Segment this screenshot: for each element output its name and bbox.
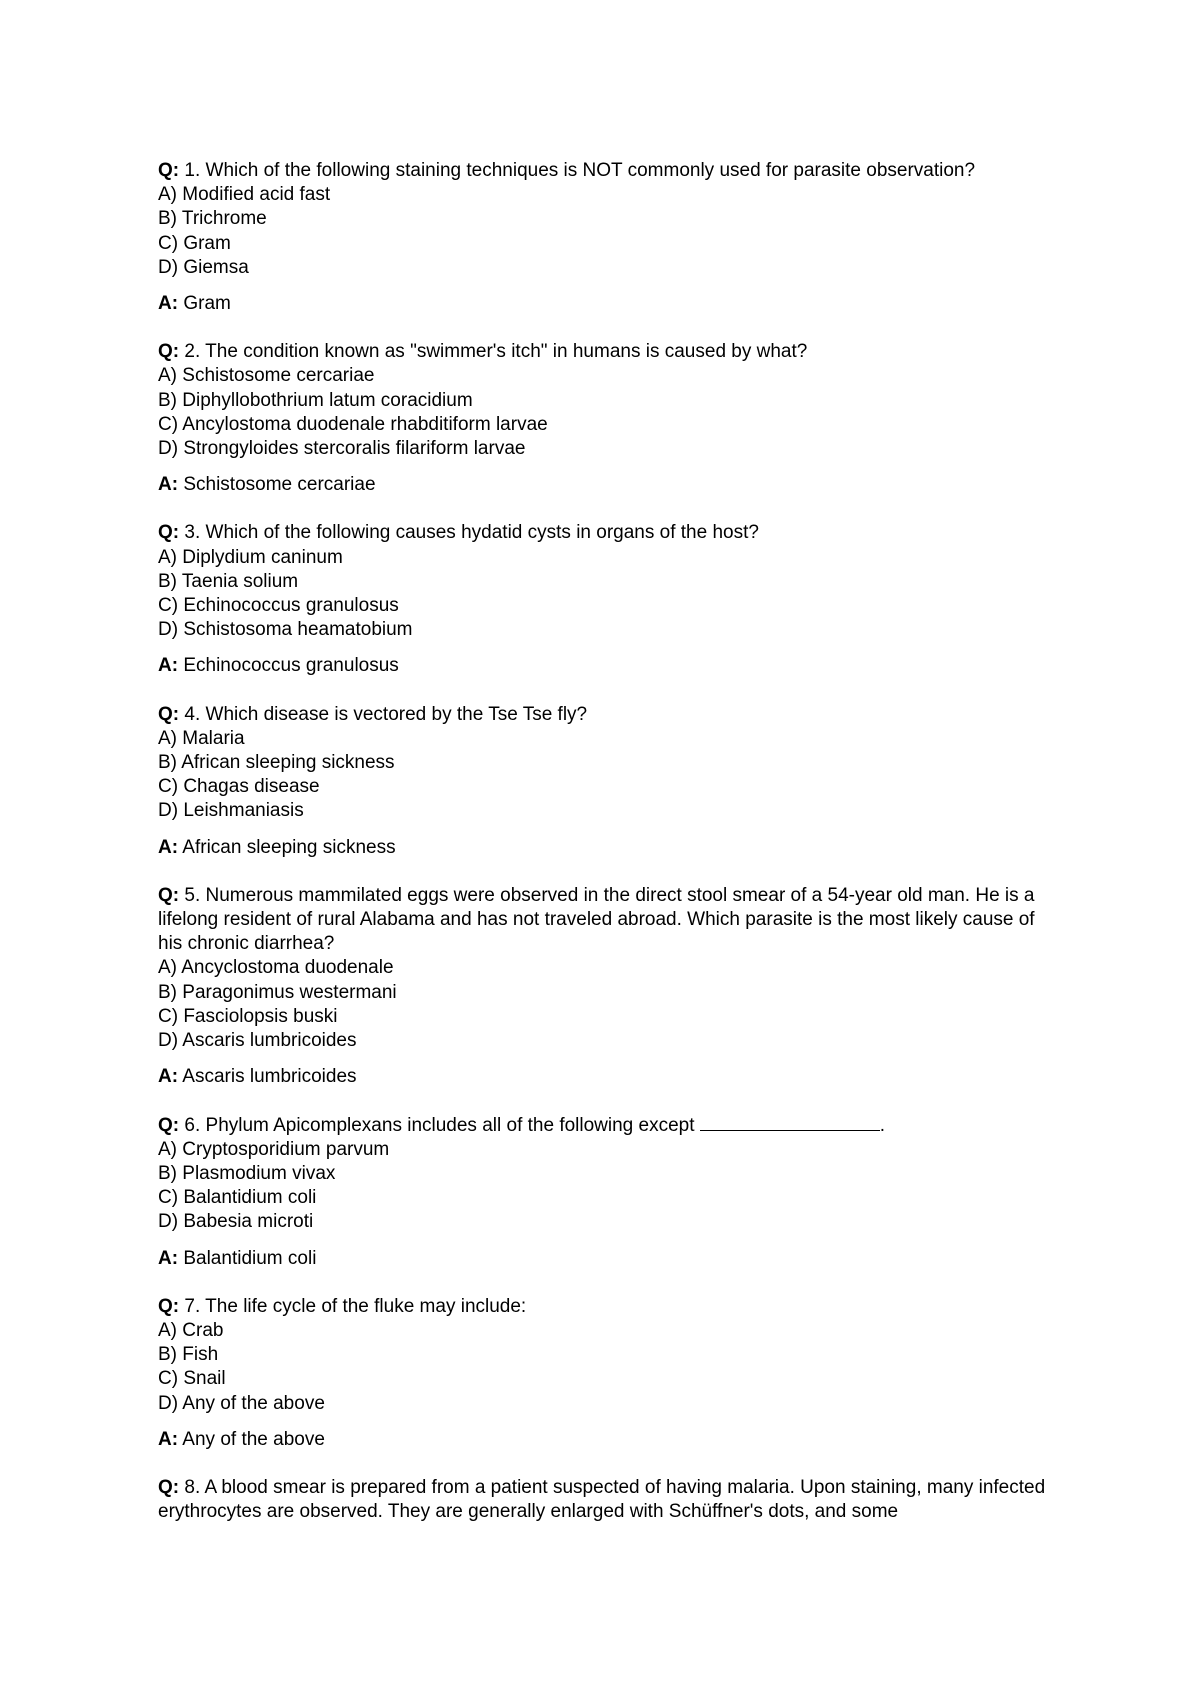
- question-text: 5. Numerous mammilated eggs were observed in the direct stool smear of a 54-year old man. He is a lifelong resident of rural Alabama and has not traveled abroad. Which parasite is the most likely cause of his chronic diarrhea?: [158, 884, 1035, 955]
- answer-label: A:: [158, 1247, 179, 1269]
- question-label: Q:: [158, 341, 180, 363]
- answer-text: Any of the above: [182, 1428, 325, 1450]
- option-b: B) Fish: [158, 1344, 219, 1366]
- question-line: [158, 340, 1048, 364]
- option-c: C) Balantidium coli: [158, 1187, 317, 1209]
- question-text-suffix: .: [879, 1114, 886, 1136]
- option-d: D) Babesia microti: [158, 1211, 314, 1233]
- fill-in-blank: [700, 1114, 880, 1131]
- document-page: [158, 159, 1048, 1548]
- option-c: C) Ancylostoma duodenale rhabditiform larvae: [158, 413, 548, 435]
- question-block-3: [158, 521, 1048, 678]
- answer-line: [158, 473, 1048, 497]
- answer-label: A:: [158, 474, 179, 496]
- question-block-6: [158, 1114, 1048, 1271]
- answer-label: A:: [158, 1428, 179, 1450]
- question-label: Q:: [158, 522, 180, 544]
- answer-text: African sleeping sickness: [182, 836, 396, 858]
- option-d: D) Leishmaniasis: [158, 800, 304, 822]
- question-block-2: [158, 340, 1048, 497]
- question-line: [158, 159, 1048, 183]
- option-a: A) Diplydium caninum: [158, 546, 343, 568]
- answer-line: [158, 1428, 1048, 1452]
- answer-line: [158, 654, 1048, 678]
- answer-label: A:: [158, 1066, 179, 1088]
- question-label: Q:: [158, 1476, 180, 1498]
- option-b: B) Trichrome: [158, 208, 267, 230]
- option-a: A) Malaria: [158, 727, 245, 749]
- question-line: [158, 1114, 1048, 1138]
- question-block-5: [158, 884, 1048, 1090]
- question-label: Q:: [158, 160, 180, 181]
- answer-text: Ascaris lumbricoides: [182, 1066, 357, 1088]
- option-c: C) Echinococcus granulosus: [158, 595, 399, 617]
- answer-label: A:: [158, 655, 179, 677]
- question-label: Q:: [158, 1295, 180, 1317]
- option-b: B) African sleeping sickness: [158, 752, 395, 774]
- answer-text: Gram: [183, 293, 231, 315]
- question-text: 2. The condition known as "swimmer's itch" in humans is caused by what?: [184, 341, 808, 363]
- answer-text: Echinococcus granulosus: [183, 655, 399, 677]
- question-label: Q:: [158, 703, 180, 725]
- answer-line: [158, 1247, 1048, 1271]
- option-a: A) Ancyclostoma duodenale: [158, 957, 394, 979]
- option-d: D) Any of the above: [158, 1392, 325, 1414]
- option-c: C) Chagas disease: [158, 776, 320, 798]
- question-label: Q:: [158, 1114, 180, 1136]
- question-line: [158, 1476, 1048, 1524]
- option-a: A) Schistosome cercariae: [158, 365, 375, 387]
- option-a: A) Modified acid fast: [158, 184, 331, 206]
- option-a: A) Crab: [158, 1319, 224, 1341]
- question-block-4: [158, 703, 1048, 860]
- option-c: C) Fasciolopsis buski: [158, 1005, 338, 1027]
- answer-line: [158, 836, 1048, 860]
- question-block-7: [158, 1295, 1048, 1452]
- question-line: [158, 703, 1048, 727]
- answer-line: [158, 292, 1048, 316]
- answer-label: A:: [158, 293, 179, 315]
- option-b: B) Plasmodium vivax: [158, 1162, 336, 1184]
- question-text: 8. A blood smear is prepared from a patient suspected of having malaria. Upon staining, many infected erythrocytes are observed. They are generally enlarged with Schüffner's dots, and some: [158, 1476, 1046, 1523]
- question-text: 6. Phylum Apicomplexans includes all of the following except: [184, 1114, 695, 1136]
- option-c: C) Gram: [158, 232, 231, 254]
- question-text: 3. Which of the following causes hydatid cysts in organs of the host?: [184, 522, 759, 544]
- option-a: A) Cryptosporidium parvum: [158, 1138, 390, 1160]
- question-text: 7. The life cycle of the fluke may include:: [184, 1295, 527, 1317]
- answer-text: Schistosome cercariae: [183, 474, 376, 496]
- answer-line: [158, 1065, 1048, 1089]
- question-line: [158, 1295, 1048, 1319]
- question-block-1: [158, 159, 1048, 316]
- option-b: B) Taenia solium: [158, 570, 299, 592]
- answer-text: Balantidium coli: [183, 1247, 317, 1269]
- question-label: Q:: [158, 884, 180, 906]
- option-d: D) Ascaris lumbricoides: [158, 1030, 357, 1052]
- question-text: 4. Which disease is vectored by the Tse Tse fly?: [184, 703, 588, 725]
- option-d: D) Strongyloides stercoralis filariform larvae: [158, 438, 526, 460]
- question-block-8: [158, 1476, 1048, 1524]
- question-text: 1. Which of the following staining techniques is NOT commonly used for parasite observation?: [184, 160, 976, 181]
- option-c: C) Snail: [158, 1368, 226, 1390]
- option-d: D) Giemsa: [158, 256, 249, 278]
- option-d: D) Schistosoma heamatobium: [158, 619, 413, 641]
- option-b: B) Paragonimus westermani: [158, 981, 397, 1003]
- question-line: [158, 521, 1048, 545]
- option-b: B) Diphyllobothrium latum coracidium: [158, 389, 473, 411]
- answer-label: A:: [158, 836, 179, 858]
- question-line: [158, 884, 1048, 957]
